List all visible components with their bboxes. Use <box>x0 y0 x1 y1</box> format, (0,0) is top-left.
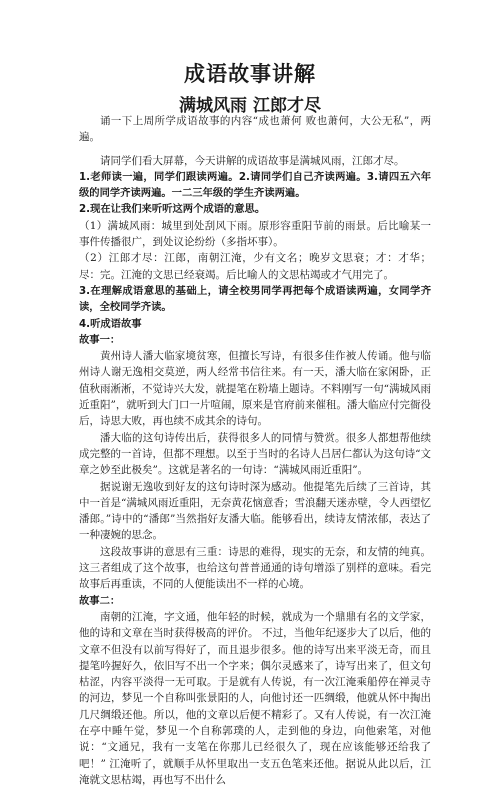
meaning-manchengfengyu: （1）满城风雨：城里到处刮风下雨。原形容重阳节前的雨景。后比喻某一事件传播很广，到处议论纷纷（多指坏事）。 <box>79 219 431 249</box>
step-2-meaning-heading: 2.现在让我们来听听这两个成语的意思。 <box>79 203 266 216</box>
meaning-jianglangcaijin: （2）江郎才尽：江郎，南朝江淹，少有文名；晚岁文思衰；才：才华；尽：完。江淹的文思已经衰竭。后比喻人的文思枯竭或才气用完了。 <box>79 252 431 281</box>
paragraph-review-instruction: 诵一下上周所学成语故事的内容“成也萧何 败也萧何，大公无私”，两遍。 <box>79 115 431 144</box>
story-one-paragraph-4: 这段故事讲的意思有三重：诗思的难得，现实的无奈，和友情的纯真。这三者组成了这个故事，也给这句普普通通的诗句增添了别样的意味。看完故事后再重读，不同的人便能读出不一样的心境。 <box>79 545 431 591</box>
document-title: 成语故事讲解 <box>184 62 316 86</box>
step-3-reading: 3.在理解成语意思的基础上，请全校男同学再把每个成语读两遍，女同学齐读，全校同学齐读。 <box>79 284 431 314</box>
story-two-paragraph-1: 南朝的江淹，字文通，他年轻的时候，就成为一个鼎鼎有名的文学家，他的诗和文章在当时获得极高的评价。 不过，当他年纪逐步大了以后，他的文章不但没有以前写得好了，而且退步很多。他的诗写出来平淡无奇，而且提笔吟握好久，依旧写不出一个字来；偶尔灵感来了，诗写出来了，但文句枯涩，内容平淡得一无可取。于是就有人传说，有一次江淹乘船停在禅灵寺的河边，梦见一个自称叫张景阳的人，向他讨还一匹绸缎，他就从怀中掏出几尺绸缎还他。所以，他的文章以后便不精彩了。又有人传说，有一次江淹在亭中睡午觉，梦见一个自称郭璞的人，走到他的身边，向他索笔，对他说：“文通兄，我有一支笔在你那儿已经很久了，现在应该能够还给我了吧！” 江淹听了，就顺手从怀里取出一支五色笔来还他。据说从此以后，江淹就文思枯竭，再也写不出什么 <box>79 610 431 786</box>
story-one-paragraph-1: 黄州诗人潘大临家境贫寒，但擅长写诗，有很多佳作被人传诵。他与临州诗人谢无逸相交莫逆，两人经常书信往来。有一天，潘大临在家闲卧，正值秋雨淅淅，不觉诗兴大发，就提笔在粉墙上题诗。不料刚写一句“满城风雨近重阳”，就听到大门口一片喧闹，原来是官府前来催租。潘大临应付完衙役后，诗思大败，再也续不成其余的诗句。 <box>79 350 431 428</box>
story-two-heading: 故事二： <box>79 594 121 607</box>
step-4-heading: 4.听成语故事 <box>79 317 142 330</box>
paragraph-today-topic: 请同学们看大屏幕，今天讲解的成语故事是满城风雨，江郎才尽。 <box>100 154 405 167</box>
step-1-reading: 1.老师读一遍，同学们跟读两遍。2.请同学们自己齐读两遍。3.请四五六年级的同学齐读两遍。一二三年级的学生齐读两遍。 <box>79 170 431 200</box>
story-one-paragraph-3: 据说谢无逸收到好友的这句诗时深为感动。他提笔先后续了三首诗，其中一首是“满城风雨近重阳，无奈黄花恼意香；雪浪翻天迷赤壁，令人西望忆潘郎。”诗中的“潘郎”当然指好友潘大临。能够看出，续诗友情浓郁，表达了一种凄婉的思念。 <box>79 480 431 542</box>
story-one-heading: 故事一： <box>79 333 121 346</box>
document-body <box>79 113 431 788</box>
story-one-paragraph-2: 潘大临的这句诗传出后，获得很多人的同情与赞赏。很多人都想帮他续成完整的一首诗，但都不理想。以至于当时的名诗人吕居仁都认为这句诗“文章之妙至此极矣”。这就是著名的一句诗：“满城风雨近重阳”。 <box>79 431 431 477</box>
document-subtitle: 满城风雨 江郎才尽 <box>179 96 321 116</box>
